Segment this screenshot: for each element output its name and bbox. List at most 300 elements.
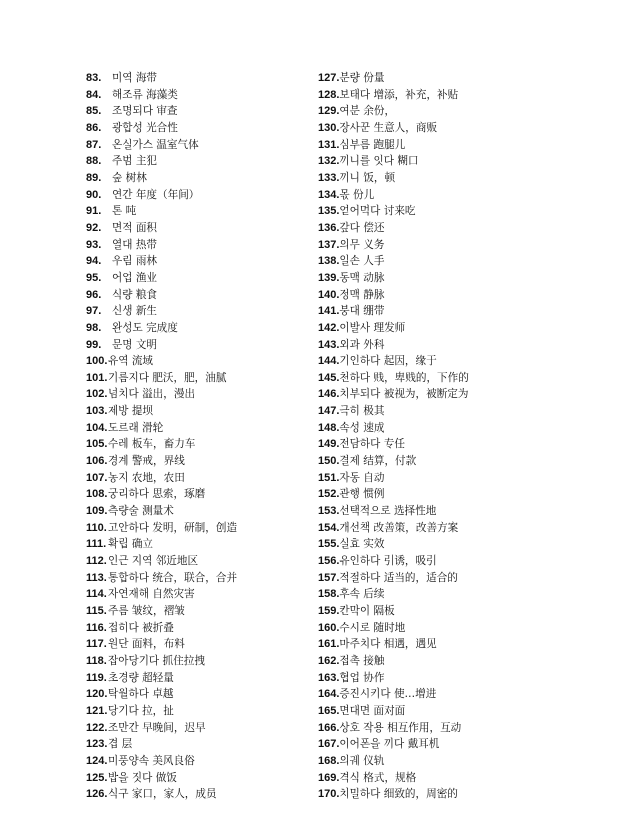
chinese-meaning: 层 [121, 738, 133, 751]
chinese-meaning: 戴耳机 [407, 738, 440, 751]
entry-number: 102. [86, 388, 108, 401]
korean-word: 분량 [339, 72, 360, 84]
entry-number: 98. [86, 321, 102, 334]
korean-word: 온실가스 [112, 138, 153, 151]
entry-number: 164. [318, 688, 340, 701]
entry-number: 142. [318, 321, 340, 334]
korean-word: 얻어먹다 [339, 205, 381, 218]
chinese-meaning: 年度（年间） [135, 188, 200, 201]
chinese-meaning: 超轻量 [142, 671, 174, 684]
chinese-meaning: 随时地 [373, 621, 406, 634]
entry-number: 136. [318, 221, 340, 234]
korean-word: 광합성 [112, 121, 143, 134]
vocab-entry [86, 420, 314, 437]
korean-word: 원단 [108, 638, 129, 651]
vocab-entry [318, 536, 618, 553]
chinese-meaning: 美风良俗 [152, 754, 195, 767]
entry-number: 159. [318, 605, 340, 617]
chinese-meaning: 隔板 [373, 605, 395, 617]
chinese-meaning: 被视为，被断定为 [383, 388, 469, 401]
vocab-entry [318, 653, 618, 670]
vocab-entry [86, 70, 314, 87]
korean-word: 여분 [339, 105, 360, 118]
chinese-meaning: 溢出，漫出 [142, 388, 196, 401]
chinese-meaning: 雨林 [135, 255, 158, 268]
chinese-meaning: 粮食 [135, 288, 158, 301]
vocab-entry [86, 453, 314, 470]
chinese-meaning: 抓住拉拽 [162, 654, 205, 667]
vocab-entry [86, 337, 314, 354]
korean-word: 관행 [339, 488, 360, 501]
entry-number: 148. [318, 421, 340, 434]
entry-number: 120. [86, 688, 108, 701]
vocab-entry [86, 237, 314, 254]
entry-number: 168. [318, 754, 340, 767]
vocab-entry [318, 137, 618, 154]
vocab-entry [86, 120, 314, 137]
vocab-entry [318, 203, 618, 220]
korean-word: 끼니를 잇다 [339, 155, 394, 168]
vocab-entry [318, 153, 618, 170]
chinese-meaning: 引诱，吸引 [383, 555, 437, 568]
chinese-meaning: 被折叠 [142, 621, 174, 634]
korean-word: 정맥 [339, 288, 360, 301]
chinese-meaning: 肥沃，肥，油腻 [152, 371, 227, 384]
vocab-entry [318, 786, 618, 803]
chinese-meaning: 滑轮 [142, 421, 164, 434]
vocab-entry [318, 320, 618, 337]
vocab-entry [318, 636, 618, 653]
chinese-meaning: 农地，农田 [131, 471, 185, 484]
entry-number: 108. [86, 488, 108, 501]
entry-number: 132. [318, 155, 340, 168]
vocab-entry [86, 770, 314, 787]
korean-word: 식구 [108, 788, 129, 801]
korean-word: 초경량 [108, 671, 139, 684]
entry-number: 114. [86, 588, 107, 601]
chinese-meaning: 生意人，商贩 [373, 121, 438, 134]
chinese-meaning: 协作 [363, 671, 385, 684]
korean-word: 장사꾼 [339, 121, 371, 134]
entry-number: 134. [318, 188, 340, 201]
entry-number: 88. [86, 155, 102, 168]
entry-number: 156. [318, 555, 340, 568]
korean-word: 자연재해 [108, 588, 149, 601]
vocab-entry [86, 303, 314, 320]
korean-word: 주름 [108, 605, 129, 617]
entry-number: 128. [318, 88, 340, 101]
korean-word: 농지 [108, 471, 129, 484]
chinese-meaning: 增添，补充，补贴 [373, 88, 459, 101]
chinese-meaning: 仪轨 [363, 754, 385, 767]
korean-word: 의궤 [339, 754, 360, 767]
chinese-meaning: 格式，规格 [363, 771, 417, 784]
chinese-meaning: 适当的，适合的 [383, 571, 458, 584]
vocab-entry [318, 720, 618, 737]
korean-word: 증진시키다 [339, 688, 391, 701]
vocab-entry [86, 137, 314, 154]
entry-number: 154. [318, 521, 340, 534]
korean-word: 겹 [108, 738, 119, 751]
korean-word: 마주치다 [339, 638, 381, 651]
vocab-entry [86, 386, 314, 403]
vocab-entry [318, 453, 618, 470]
chinese-meaning: 速成 [363, 421, 385, 434]
entry-number: 126. [86, 788, 108, 801]
entry-number: 113. [86, 571, 107, 584]
chinese-meaning: 警戒，界线 [131, 455, 185, 468]
korean-word: 탁월하다 [108, 688, 149, 701]
korean-word: 수레 [108, 438, 129, 451]
chinese-meaning: 起因，缘于 [383, 355, 437, 368]
entry-number: 138. [318, 255, 340, 268]
chinese-meaning: 思索，琢磨 [152, 488, 206, 501]
entry-number: 124. [86, 754, 108, 767]
chinese-meaning: 测量术 [142, 505, 174, 518]
chinese-meaning: 审查 [156, 105, 178, 118]
vocab-entry [318, 420, 618, 437]
entry-number: 162. [318, 654, 340, 667]
vocab-entry [318, 503, 618, 520]
chinese-meaning: 余份， [363, 105, 396, 118]
entry-number: 123. [86, 738, 108, 751]
chinese-meaning: 份量 [363, 72, 385, 84]
vocab-entry [86, 353, 314, 370]
chinese-meaning: 统合，联合，合并 [152, 571, 238, 584]
vocab-entry [86, 220, 314, 237]
entry-number: 155. [318, 538, 340, 551]
chinese-meaning: 义务 [363, 238, 385, 251]
chinese-meaning: 家口，家人，成员 [131, 788, 217, 801]
entry-number: 83. [86, 72, 102, 84]
vocab-entry [318, 770, 618, 787]
chinese-meaning: 邻近地区 [155, 555, 199, 568]
chinese-meaning: 跑腿儿 [373, 138, 406, 151]
entry-number: 143. [318, 338, 340, 351]
korean-word: 속성 [339, 421, 360, 434]
chinese-meaning: 使…增进 [393, 688, 437, 701]
entry-number: 130. [318, 121, 340, 134]
entry-number: 95. [86, 271, 102, 284]
korean-word: 조명되다 [112, 105, 153, 118]
vocab-entry [318, 70, 618, 87]
chinese-meaning: 树林 [125, 171, 147, 184]
korean-word: 고안하다 [108, 521, 149, 534]
chinese-meaning: 海藻类 [146, 88, 178, 101]
korean-word: 우림 [112, 255, 133, 268]
entry-number: 167. [318, 738, 340, 751]
entry-number: 92. [86, 221, 102, 234]
vocab-entry [318, 187, 618, 204]
korean-word: 극히 [339, 405, 360, 418]
entry-number: 145. [318, 371, 340, 384]
entry-number: 119. [86, 671, 107, 684]
chinese-meaning: 拉，扯 [142, 704, 174, 717]
vocab-entry [86, 370, 314, 387]
vocab-entry [318, 170, 618, 187]
vocab-entry [318, 386, 618, 403]
entry-number: 115. [86, 605, 107, 617]
korean-word: 넘치다 [108, 388, 139, 401]
vocab-entry [86, 786, 314, 803]
vocab-entry [86, 570, 314, 587]
chinese-meaning: 主犯 [135, 155, 158, 168]
korean-word: 식량 [112, 288, 133, 301]
korean-word: 당기다 [108, 704, 139, 717]
korean-word: 치부되다 [339, 388, 381, 401]
vocab-column-right [318, 70, 618, 803]
vocab-entry [318, 520, 618, 537]
entry-number: 97. [86, 305, 102, 318]
korean-word: 칸막이 [339, 605, 371, 617]
vocab-entry [86, 270, 314, 287]
vocab-entry [86, 720, 314, 737]
vocab-entry [318, 470, 618, 487]
chinese-meaning: 自动 [363, 471, 385, 484]
vocab-entry [318, 570, 618, 587]
chinese-meaning: 完成度 [146, 321, 178, 334]
korean-word: 접촉 [339, 654, 360, 667]
chinese-meaning: 热带 [135, 238, 158, 251]
entry-number: 101. [86, 371, 108, 384]
vocab-entry [86, 87, 314, 104]
korean-word: 격식 [339, 771, 360, 784]
vocab-column-left [86, 70, 314, 803]
chinese-meaning: 选择性地 [393, 505, 437, 518]
entry-number: 135. [318, 205, 340, 218]
entry-number: 149. [318, 438, 340, 451]
vocab-entry [318, 620, 618, 637]
entry-number: 125. [86, 771, 108, 784]
korean-word: 면적 [112, 221, 133, 234]
entry-number: 152. [318, 488, 340, 501]
entry-number: 118. [86, 654, 107, 667]
entry-number: 121. [86, 704, 108, 717]
vocab-entry [86, 553, 314, 570]
entry-number: 150. [318, 455, 340, 468]
korean-word: 상호 작용 [339, 721, 384, 734]
vocab-entry [86, 753, 314, 770]
chinese-meaning: 糊口 [397, 155, 419, 168]
vocab-entry [86, 703, 314, 720]
korean-word: 인근 지역 [108, 555, 153, 568]
chinese-meaning: 结算，付款 [363, 455, 417, 468]
korean-word: 경계 [108, 455, 129, 468]
vocab-entry [318, 403, 618, 420]
chinese-meaning: 确立 [131, 538, 154, 551]
entry-number: 105. [86, 438, 108, 451]
vocab-entry [86, 736, 314, 753]
korean-word: 치밀하다 [339, 788, 381, 801]
vocab-entry [86, 203, 314, 220]
chinese-meaning: 皱纹，褶皱 [131, 605, 185, 617]
korean-word: 제방 [108, 405, 129, 418]
chinese-meaning: 静脉 [363, 288, 385, 301]
chinese-meaning: 新生 [135, 305, 158, 318]
korean-word: 열대 [112, 238, 133, 251]
entry-number: 86. [86, 121, 102, 134]
korean-word: 궁리하다 [108, 488, 149, 501]
vocab-entry [86, 470, 314, 487]
korean-word: 전담하다 [339, 438, 381, 451]
entry-number: 133. [318, 171, 340, 184]
korean-word: 완성도 [112, 321, 143, 334]
entry-number: 158. [318, 588, 340, 601]
entry-number: 117. [86, 638, 107, 651]
entry-number: 131. [318, 138, 340, 151]
entry-number: 106. [86, 455, 108, 468]
entry-number: 160. [318, 621, 340, 634]
vocab-entry [318, 370, 618, 387]
vocab-entry [318, 586, 618, 603]
chinese-meaning: 人手 [363, 255, 385, 268]
entry-number: 94. [86, 255, 102, 268]
entry-number: 103. [86, 405, 108, 418]
korean-word: 동맥 [339, 271, 360, 284]
chinese-meaning: 流域 [131, 355, 154, 368]
vocab-entry [86, 620, 314, 637]
chinese-meaning: 提坝 [131, 405, 154, 418]
chinese-meaning: 板车，畜力车 [131, 438, 196, 451]
entry-number: 87. [86, 138, 102, 151]
chinese-meaning: 卓越 [152, 688, 174, 701]
korean-word: 신생 [112, 305, 133, 318]
vocab-entry [318, 337, 618, 354]
entry-number: 93. [86, 238, 102, 251]
korean-word: 기름지다 [108, 371, 149, 384]
entry-number: 116. [86, 621, 107, 634]
vocab-entry [318, 237, 618, 254]
chinese-meaning: 相互作用，互动 [387, 721, 462, 734]
chinese-meaning: 极其 [363, 405, 385, 418]
vocab-entry [318, 703, 618, 720]
chinese-meaning: 改善策，改善方案 [373, 521, 459, 534]
entry-number: 122. [86, 721, 108, 734]
korean-word: 미역 [112, 72, 133, 84]
korean-word: 심부름 [339, 138, 371, 151]
vocab-entry [318, 603, 618, 620]
entry-number: 157. [318, 571, 340, 584]
entry-number: 109. [86, 505, 108, 518]
chinese-meaning: 文明 [135, 338, 158, 351]
chinese-meaning: 接触 [363, 654, 385, 667]
vocab-entry [86, 670, 314, 687]
entry-number: 99. [86, 338, 102, 351]
korean-word: 미풍양속 [108, 754, 149, 767]
korean-word: 조만간 [108, 721, 139, 734]
korean-word: 도르래 [108, 421, 139, 434]
entry-number: 163. [318, 671, 340, 684]
korean-word: 톤 [112, 205, 123, 218]
vocab-entry [318, 120, 618, 137]
vocab-entry [318, 287, 618, 304]
vocab-entry [86, 603, 314, 620]
korean-word: 협업 [339, 671, 360, 684]
korean-word: 개선책 [339, 521, 371, 534]
chinese-meaning: 发明，研制，创造 [152, 521, 238, 534]
entry-number: 110. [86, 521, 107, 534]
korean-word: 접히다 [108, 621, 139, 634]
vocab-entry [86, 287, 314, 304]
chinese-meaning: 海带 [135, 72, 158, 84]
vocab-entry [318, 270, 618, 287]
vocab-entry [86, 320, 314, 337]
korean-word: 측량술 [108, 505, 139, 518]
entry-number: 89. [86, 171, 102, 184]
vocab-entry [86, 520, 314, 537]
entry-number: 91. [86, 205, 102, 218]
vocab-entry [318, 753, 618, 770]
korean-word: 수시로 [339, 621, 371, 634]
chinese-meaning: 讨来吃 [383, 205, 416, 218]
korean-word: 이어폰을 끼다 [339, 738, 405, 751]
chinese-meaning: 实效 [363, 538, 385, 551]
vocab-entry [318, 436, 618, 453]
entry-number: 111. [86, 538, 107, 551]
chinese-meaning: 面料，布料 [131, 638, 185, 651]
chinese-meaning: 份儿 [353, 188, 375, 201]
chinese-meaning: 光合性 [146, 121, 178, 134]
vocab-entry [318, 253, 618, 270]
korean-word: 후속 [339, 588, 360, 601]
korean-word: 면대면 [339, 704, 371, 717]
korean-word: 외과 [339, 338, 360, 351]
chinese-meaning: 外科 [363, 338, 385, 351]
vocab-entry [318, 353, 618, 370]
korean-word: 기인하다 [339, 355, 381, 368]
vocab-entry [318, 103, 618, 120]
vocab-entry [318, 736, 618, 753]
entry-number: 137. [318, 238, 340, 251]
vocab-entry [318, 486, 618, 503]
vocab-entry [318, 553, 618, 570]
vocab-entry [86, 103, 314, 120]
entry-number: 170. [318, 788, 340, 801]
korean-word: 잡아당기다 [108, 654, 160, 667]
korean-word: 끼니 [339, 171, 360, 184]
chinese-meaning: 偿还 [363, 221, 385, 234]
entry-number: 104. [86, 421, 108, 434]
vocab-entry [86, 486, 314, 503]
entry-number: 100. [86, 355, 108, 368]
chinese-meaning: 自然灾害 [152, 588, 195, 601]
korean-word: 몫 [339, 188, 350, 201]
korean-word: 해조류 [112, 88, 143, 101]
entry-number: 147. [318, 405, 340, 418]
korean-word: 결제 [339, 455, 360, 468]
entry-number: 161. [318, 638, 340, 651]
chinese-meaning: 饭，顿 [363, 171, 396, 184]
korean-word: 연간 [112, 188, 133, 201]
vocab-entry [318, 686, 618, 703]
entry-number: 144. [318, 355, 340, 368]
korean-word: 천하다 [339, 371, 371, 384]
entry-number: 151. [318, 471, 340, 484]
chinese-meaning: 渔业 [135, 271, 158, 284]
korean-word: 적절하다 [339, 571, 381, 584]
entry-number: 140. [318, 288, 340, 301]
korean-word: 숲 [112, 171, 123, 184]
chinese-meaning: 面积 [135, 221, 158, 234]
chinese-meaning: 专任 [383, 438, 405, 451]
korean-word: 갚다 [339, 221, 360, 234]
entry-number: 146. [318, 388, 340, 401]
vocab-entry [86, 586, 314, 603]
korean-word: 실효 [339, 538, 360, 551]
korean-word: 밥을 짓다 [108, 771, 153, 784]
vocab-entry [86, 686, 314, 703]
korean-word: 자동 [339, 471, 360, 484]
